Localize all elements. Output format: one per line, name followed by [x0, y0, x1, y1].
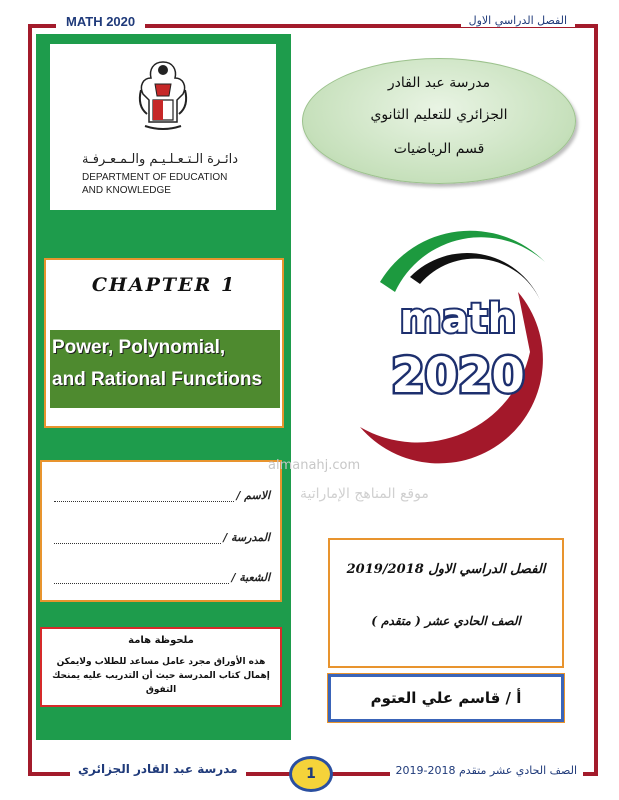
teacher-name: أ / قاسم علي العتوم — [328, 674, 564, 722]
department-english-line2: AND KNOWLEDGE — [82, 185, 171, 196]
note-text: هذه الأوراق مجرد عامل مساعد للطلاب ولايمكن إهمال كتاب المدرسة حيث أن التدريب عليه يمنحك التفوق — [52, 657, 270, 695]
footer-school: مدرسة عبد القادر الجزائري — [70, 762, 246, 776]
watermark-arabic: موقع المناهج الإماراتية — [300, 486, 429, 502]
chapter-subtitle — [52, 332, 278, 396]
watermark-site: almanahj.com — [268, 458, 361, 473]
student-info-form — [40, 460, 282, 602]
logo-black-arc — [410, 253, 540, 300]
department-logo — [50, 44, 276, 210]
name-field[interactable] — [54, 489, 234, 502]
logo-word: math — [399, 296, 517, 342]
logo-green-arc — [380, 231, 545, 292]
department-english-line1: DEPARTMENT OF EDUCATION — [82, 172, 228, 183]
page-frame-left — [28, 24, 32, 776]
chapter-subtitle-line2: and Rational Functions — [52, 369, 263, 390]
department-arabic-name: دائـرة الـتـعـلـيـم والـمـعـرفـة — [82, 152, 238, 167]
page-number: 1 — [289, 756, 333, 792]
chapter-title: CHAPTER 1 — [91, 274, 237, 296]
math-2020-logo — [340, 222, 570, 472]
page-frame-right — [594, 24, 598, 776]
section-label: الشعبة / — [231, 571, 270, 584]
falcon-emblem-icon — [135, 56, 191, 136]
footer-grade: الصف الحادي عشر متقدم 2018-2019 — [390, 764, 583, 777]
department-name: قسم الرياضيات — [393, 141, 485, 157]
name-label: الاسم / — [236, 489, 270, 502]
logo-year: 2020 — [391, 348, 525, 404]
school-field[interactable] — [54, 531, 221, 544]
section-row — [54, 564, 270, 584]
school-row — [54, 524, 270, 544]
school-name-oval — [302, 58, 576, 184]
header-semester: الفصل الدراسي الاول — [461, 14, 575, 27]
grade-level: الصف الحادي عشر ( متقدم ) — [371, 614, 521, 628]
chapter-box — [44, 258, 284, 428]
chapter-subtitle-line1: Power, Polynomial, — [52, 337, 226, 358]
school-label: المدرسة / — [223, 531, 270, 544]
note-title: ملحوظة هامة — [128, 635, 194, 646]
header-title: MATH 2020 — [56, 14, 145, 29]
school-name-line1: مدرسة عبد القادر — [387, 75, 491, 91]
school-name-line2: الجزائري للتعليم الثانوي — [370, 107, 508, 123]
name-row — [54, 482, 270, 502]
semester-title: الفصل الدراسي الاول 2019/2018 — [346, 562, 546, 577]
semester-box — [328, 538, 564, 668]
important-note-box — [40, 627, 282, 707]
section-field[interactable] — [54, 571, 229, 584]
